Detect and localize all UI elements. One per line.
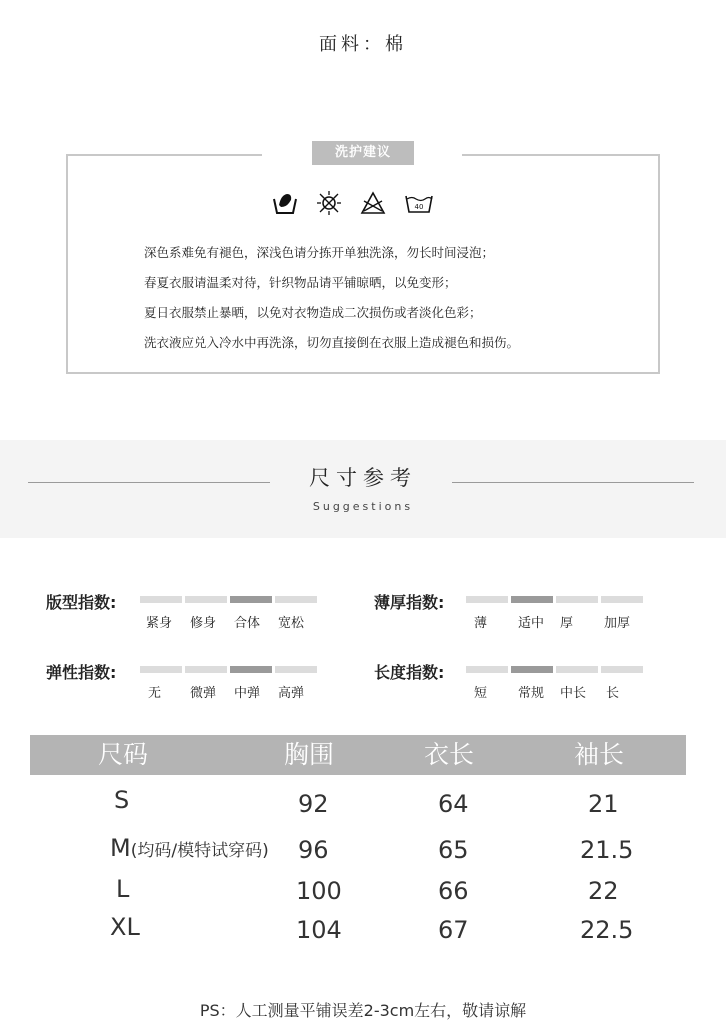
chest-cell: 96	[298, 836, 329, 864]
index-option: 加厚	[604, 616, 631, 631]
index-bar-selected	[511, 666, 553, 673]
chest-cell: 104	[296, 916, 342, 944]
column-header: 衣长	[424, 740, 475, 769]
size-cell: S	[114, 786, 130, 814]
thickness-index-bars	[466, 596, 643, 603]
index-bar	[140, 596, 182, 603]
index-bar	[185, 596, 227, 603]
length-cell: 65	[438, 836, 469, 864]
length-cell: 66	[438, 877, 469, 905]
index-bar-selected	[511, 596, 553, 603]
index-bar	[140, 666, 182, 673]
elasticity-index-bars	[140, 666, 317, 673]
index-bar	[556, 596, 598, 603]
care-line: 春夏衣服请温柔对待，针织物品请平铺晾晒，以免变形；	[144, 275, 457, 290]
index-option: 紧身	[146, 616, 173, 631]
size-cell: XL	[110, 913, 140, 941]
length-index-bars	[466, 666, 643, 673]
chest-cell: 92	[298, 790, 329, 818]
sleeve-cell: 21.5	[580, 836, 634, 864]
sleeve-cell: 22.5	[580, 916, 634, 944]
no-bleach-icon	[360, 191, 386, 215]
sleeve-cell: 22	[588, 877, 619, 905]
index-option: 宽松	[278, 616, 305, 631]
index-bar-selected	[230, 666, 272, 673]
index-option: 微弹	[190, 686, 217, 701]
measurement-footnote: PS：人工测量平铺误差2-3cm左右，敬请谅解	[199, 1001, 527, 1020]
size-cell-value: M	[110, 834, 131, 862]
thickness-index-label: 薄厚指数:	[374, 593, 445, 612]
column-header: 胸围	[284, 740, 335, 769]
length-index-label: 长度指数:	[374, 663, 445, 682]
elasticity-index-label: 弹性指数:	[46, 663, 117, 682]
care-instructions	[144, 238, 624, 358]
fit-index-bars	[140, 596, 317, 603]
index-bar	[275, 666, 317, 673]
index-option: 中弹	[234, 686, 261, 701]
index-bar	[601, 666, 643, 673]
size-table-header	[30, 735, 686, 775]
sleeve-cell: 21	[588, 790, 619, 818]
index-option: 长	[606, 686, 620, 701]
index-bar	[466, 596, 508, 603]
size-section-subtitle: Suggestions	[312, 500, 414, 513]
care-line: 深色系难免有褪色，深浅色请分拣开单独洗涤，勿长时间浸泡；	[144, 245, 495, 260]
wash-40-icon	[404, 192, 434, 214]
size-cell: L	[116, 875, 130, 903]
index-bar	[556, 666, 598, 673]
index-option: 适中	[518, 616, 545, 631]
care-line: 洗衣液应兑入冷水中再洗涤，切勿直接倒在衣服上造成褪色和损伤。	[144, 335, 520, 350]
care-line: 夏日衣服禁止暴晒，以免对衣物造成二次损伤或者淡化色彩；	[144, 305, 482, 320]
care-title: 洗护建议	[312, 141, 414, 165]
size-section-title: 尺寸参考	[309, 466, 417, 490]
column-header: 尺码	[98, 740, 149, 769]
index-option: 合体	[234, 616, 261, 631]
column-header: 袖长	[574, 740, 625, 769]
index-option: 中长	[560, 686, 587, 701]
hand-wash-icon	[272, 191, 298, 215]
index-bar-selected	[230, 596, 272, 603]
index-bar	[275, 596, 317, 603]
index-option: 高弹	[278, 686, 305, 701]
length-cell: 67	[438, 916, 469, 944]
index-bar	[601, 596, 643, 603]
care-icons	[272, 189, 442, 217]
index-option: 短	[474, 686, 488, 701]
size-cell	[110, 834, 269, 862]
index-bar	[466, 666, 508, 673]
size-note: (均码/模特试穿码)	[130, 841, 269, 861]
length-cell: 64	[438, 790, 469, 818]
index-option: 修身	[190, 616, 217, 631]
fit-index-label: 版型指数:	[46, 593, 117, 612]
fabric-label: 面料：棉	[319, 34, 407, 55]
index-option: 无	[148, 686, 162, 701]
index-bar	[185, 666, 227, 673]
no-sun-icon	[316, 190, 342, 216]
chest-cell: 100	[296, 877, 342, 905]
index-option: 厚	[560, 616, 574, 631]
wash-temp-text: 40	[414, 203, 424, 211]
index-option: 常规	[518, 686, 545, 701]
index-option: 薄	[474, 616, 488, 631]
